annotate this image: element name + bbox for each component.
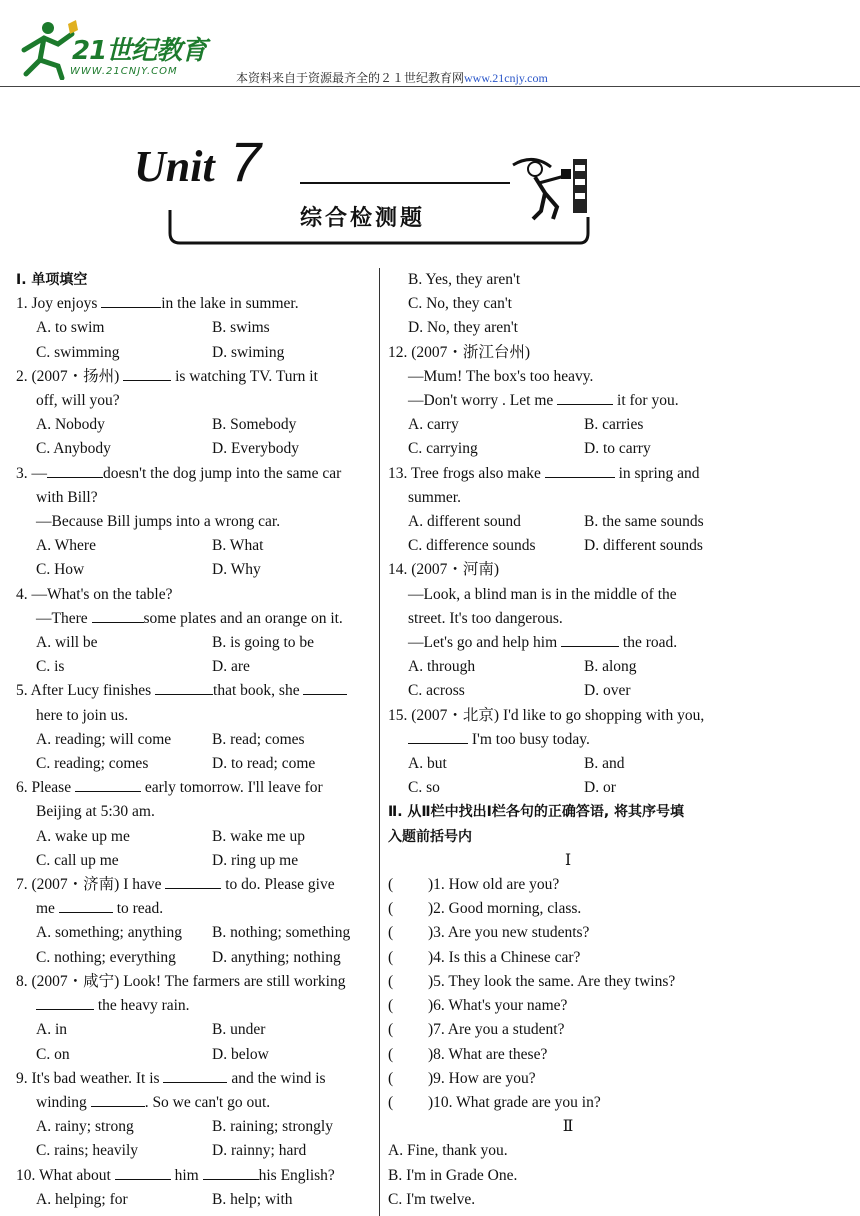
option: D. to read; come — [212, 755, 316, 773]
question-text: and the wind is — [227, 1069, 326, 1087]
option: A. Nobody — [36, 416, 105, 434]
matching-item — [388, 873, 748, 897]
answer-blank — [101, 293, 161, 308]
section-heading: Ⅰ. 单项填空 — [16, 272, 88, 288]
worker-hammer-icon — [505, 155, 595, 225]
option: B. What — [212, 537, 264, 555]
question-line — [388, 462, 748, 486]
question-line — [16, 897, 372, 921]
question-line — [16, 776, 372, 800]
header-rule — [0, 86, 860, 87]
option-row — [16, 1115, 372, 1139]
matching-item — [388, 1067, 748, 1091]
question-text: in the lake in summer. — [161, 295, 299, 313]
option: D. swiming — [212, 343, 285, 361]
option-row — [388, 437, 748, 461]
question-text: 1. Joy enjoys — [16, 295, 102, 313]
question-line — [16, 365, 372, 389]
question-text: me — [36, 900, 59, 918]
option: A. carry — [408, 416, 459, 434]
question-line: 8. (2007・咸宁) Look! The farmers are still working — [16, 972, 346, 990]
answer-blank — [91, 1092, 145, 1107]
bracket-open: ( — [388, 924, 394, 942]
question-text: the road. — [619, 634, 678, 652]
matching-text: )10. What grade are you in? — [428, 1093, 601, 1111]
option: B. swims — [212, 319, 270, 337]
matching-item — [388, 1043, 748, 1067]
answer-blank — [155, 680, 213, 695]
logo-text: 21世纪教育 — [72, 36, 207, 66]
option: A. rainy; strong — [36, 1118, 134, 1136]
matching-text: )1. How old are you? — [428, 876, 560, 894]
question-line — [388, 389, 748, 413]
question-line: with Bill? — [36, 488, 98, 506]
question-line — [16, 1067, 372, 1091]
question-text: 3. — — [16, 464, 47, 482]
question-text: 13. Tree frogs also make — [388, 464, 545, 482]
option: A. something; anything — [36, 924, 182, 942]
option: C. is — [36, 658, 65, 676]
answer-blank — [203, 1165, 259, 1180]
question-line: B. Yes, they aren't — [408, 271, 521, 288]
option-row — [16, 921, 372, 945]
option: C. carrying — [408, 440, 478, 458]
option: B. wake me up — [212, 827, 305, 845]
option: A. wake up me — [36, 827, 130, 845]
logo-url: WWW.21CNJY.COM — [70, 66, 178, 77]
matching-item — [388, 1018, 748, 1042]
option-row — [388, 510, 748, 534]
option-row — [388, 679, 748, 703]
question-line: —Look, a blind man is in the middle of the — [408, 585, 677, 603]
option-row — [16, 655, 372, 679]
answer-blank — [75, 777, 141, 792]
option-row — [388, 752, 748, 776]
bracket-open: ( — [388, 876, 394, 894]
question-line: off, will you? — [36, 392, 120, 410]
answer-blank — [561, 632, 619, 647]
option: D. rainny; hard — [212, 1142, 307, 1160]
option-row — [16, 558, 372, 582]
option: D. Why — [212, 561, 261, 579]
option: C. nothing; everything — [36, 948, 176, 966]
question-line: B. I'm in Grade One. — [388, 1166, 518, 1184]
answer-blank — [557, 390, 613, 405]
answer-blank — [165, 874, 221, 889]
option-row — [16, 534, 372, 558]
answer-blank — [36, 995, 94, 1010]
option: B. the same sounds — [584, 513, 704, 531]
matching-item — [388, 994, 748, 1018]
question-line — [16, 462, 372, 486]
question-text: . So we can't go out. — [144, 1093, 271, 1111]
option: B. carries — [584, 416, 644, 434]
matching-item — [388, 946, 748, 970]
bracket-open: ( — [388, 900, 394, 918]
option-row — [16, 1043, 372, 1067]
matching-text: )4. Is this a Chinese car? — [428, 948, 581, 966]
option: A. in — [36, 1021, 67, 1039]
question-text: 9. It's bad weather. It is — [16, 1069, 164, 1087]
question-line — [16, 1091, 372, 1115]
unit-subtitle: 综合检测题 — [300, 206, 426, 231]
section-heading: 入题前括号内 — [388, 828, 472, 845]
question-text: 7. (2007・济南) I have — [16, 876, 166, 894]
option: B. read; comes — [212, 730, 305, 748]
bracket-open: ( — [388, 1045, 394, 1063]
answer-blank — [303, 680, 347, 695]
option: B. along — [584, 658, 637, 676]
option: B. nothing; something — [212, 924, 351, 942]
option: A. but — [408, 755, 447, 773]
answer-blank — [123, 366, 171, 381]
matching-item — [388, 1091, 748, 1115]
option-row — [388, 534, 748, 558]
matching-item — [388, 970, 748, 994]
answer-blank — [115, 1165, 171, 1180]
question-line — [16, 292, 372, 316]
answer-blank — [59, 898, 113, 913]
bracket-open: ( — [388, 997, 394, 1015]
option: C. on — [36, 1045, 70, 1063]
option: A. reading; will come — [36, 730, 172, 748]
option: A. helping; for — [36, 1190, 128, 1208]
question-line: C. I'm twelve. — [388, 1190, 476, 1208]
matching-text: )6. What's your name? — [428, 997, 568, 1015]
question-text: to do. Please give — [221, 876, 335, 894]
option: C. difference sounds — [408, 537, 536, 555]
question-text: to read. — [112, 900, 164, 918]
answer-blank — [47, 463, 103, 478]
bracket-open: ( — [388, 1093, 394, 1111]
option: A. through — [408, 658, 476, 676]
option: D. over — [584, 682, 631, 700]
option: D. anything; nothing — [212, 948, 341, 966]
option: D. to carry — [584, 440, 651, 458]
option: B. is going to be — [212, 634, 315, 652]
option: C. Anybody — [36, 440, 111, 458]
bracket-open: ( — [388, 1021, 394, 1039]
question-line — [16, 994, 372, 1018]
question-line: —Mum! The box's too heavy. — [408, 367, 594, 385]
unit-number: 7 — [230, 130, 262, 193]
option: A. will be — [36, 634, 98, 652]
question-line: Beijing at 5:30 am. — [36, 803, 155, 821]
option-row — [16, 825, 372, 849]
option: C. so — [408, 779, 440, 797]
bracket-open: ( — [388, 948, 394, 966]
question-line — [388, 631, 748, 655]
question-line — [16, 873, 372, 897]
question-line: street. It's too dangerous. — [408, 609, 563, 627]
unit-label: Unit — [134, 142, 215, 191]
option: C. call up me — [36, 851, 119, 869]
answer-blank — [408, 729, 468, 744]
matching-text: )3. Are you new students? — [428, 924, 590, 942]
matching-text: )9. How are you? — [428, 1069, 536, 1087]
question-line: C. No, they can't — [408, 295, 512, 313]
right-column — [388, 268, 748, 1212]
option-row — [16, 1018, 372, 1042]
question-text: some plates and an orange on it. — [143, 609, 343, 627]
left-column — [16, 268, 372, 1212]
matching-text: )5. They look the same. Are they twins? — [428, 972, 676, 990]
option: A. different sound — [408, 513, 521, 531]
option: B. Somebody — [212, 416, 297, 434]
option: B. help; with — [212, 1190, 293, 1208]
option-row — [16, 1139, 372, 1163]
question-text: in spring and — [614, 464, 700, 482]
option: C. How — [36, 561, 85, 579]
source-link[interactable]: www.21cnjy.com — [464, 71, 548, 85]
question-text: 5. After Lucy finishes — [16, 682, 156, 700]
option: D. or — [584, 779, 616, 797]
question-text: 6. Please — [16, 779, 75, 797]
column-divider — [379, 268, 380, 1216]
matching-text: )2. Good morning, class. — [428, 900, 582, 918]
page-header — [0, 0, 860, 90]
option-row — [16, 631, 372, 655]
question-text: it for you. — [613, 392, 679, 410]
option: B. under — [212, 1021, 266, 1039]
matching-item — [388, 897, 748, 921]
question-line: 15. (2007・北京) I'd like to go shopping with you, — [388, 706, 705, 724]
question-text: —Let's go and help him — [408, 634, 562, 652]
option: C. reading; comes — [36, 755, 149, 773]
question-line: —Because Bill jumps into a wrong car. — [36, 513, 281, 531]
option: C. swimming — [36, 343, 120, 361]
option-row — [16, 316, 372, 340]
section-heading: Ⅱ. 从Ⅱ栏中找出Ⅰ栏各句的正确答语, 将其序号填 — [388, 804, 685, 821]
question-text: that book, she — [213, 682, 304, 700]
question-text: —There — [36, 609, 92, 627]
bracket-open: ( — [388, 972, 394, 990]
option: D. ring up me — [212, 851, 299, 869]
question-text: early tomorrow. I'll leave for — [140, 779, 323, 797]
column-label: Ⅰ — [564, 851, 572, 869]
option-row — [16, 752, 372, 776]
unit-title-block — [130, 130, 600, 250]
question-text: his English? — [258, 1166, 335, 1184]
option-row — [16, 849, 372, 873]
question-text: 10. What about — [16, 1166, 115, 1184]
option-row — [388, 413, 748, 437]
option: D. are — [212, 658, 250, 676]
question-line — [16, 607, 372, 631]
option: A. to swim — [36, 319, 105, 337]
source-text: 本资料来自于资源最齐全的２１世纪教育网 — [236, 71, 465, 85]
answer-blank — [92, 608, 144, 623]
question-text: I'm too busy today. — [468, 730, 590, 748]
option: D. below — [212, 1045, 269, 1063]
question-line — [16, 1164, 372, 1188]
question-line: 12. (2007・浙江台州) — [388, 343, 531, 361]
option: C. rains; heavily — [36, 1142, 139, 1160]
option-row — [388, 655, 748, 679]
question-text: is watching TV. Turn it — [171, 367, 318, 385]
option: C. across — [408, 682, 465, 700]
option-row — [16, 341, 372, 365]
question-line: here to join us. — [36, 706, 129, 724]
option-row — [16, 728, 372, 752]
answer-blank — [163, 1068, 227, 1083]
source-line — [236, 69, 548, 86]
question-line: 14. (2007・河南) — [388, 561, 500, 579]
answer-blank — [545, 463, 615, 478]
option-row — [16, 437, 372, 461]
question-text: him — [170, 1166, 203, 1184]
question-line: D. No, they aren't — [408, 319, 518, 337]
bracket-open: ( — [388, 1069, 394, 1087]
column-label: Ⅱ — [562, 1118, 574, 1136]
question-text: 2. (2007・扬州) — [16, 367, 124, 385]
option: D. Everybody — [212, 440, 299, 458]
question-text: winding — [36, 1093, 91, 1111]
question-line: 4. —What's on the table? — [16, 585, 173, 603]
question-line: summer. — [408, 488, 461, 506]
matching-text: )8. What are these? — [428, 1045, 548, 1063]
option: A. Where — [36, 537, 96, 555]
option-row — [388, 776, 748, 800]
option-row — [16, 413, 372, 437]
question-line — [16, 679, 372, 703]
option-row — [16, 1188, 372, 1212]
question-line: A. Fine, thank you. — [388, 1142, 508, 1160]
question-line — [388, 728, 748, 752]
option: B. raining; strongly — [212, 1118, 333, 1136]
matching-text: )7. Are you a student? — [428, 1021, 565, 1039]
question-text: doesn't the dog jump into the same car — [103, 464, 342, 482]
option-row — [16, 946, 372, 970]
option: D. different sounds — [584, 537, 703, 555]
question-text: the heavy rain. — [94, 997, 190, 1015]
option: B. and — [584, 755, 625, 773]
matching-item — [388, 921, 748, 945]
question-text: —Don't worry . Let me — [408, 392, 558, 410]
